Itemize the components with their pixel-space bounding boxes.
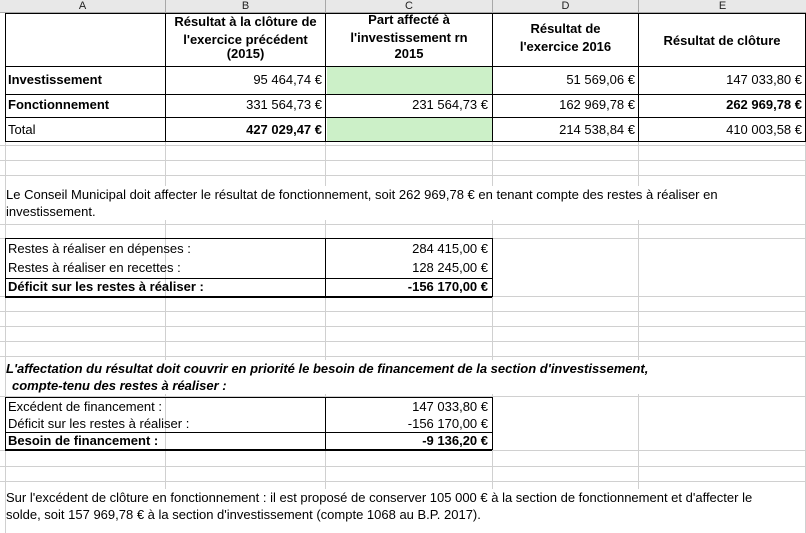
header-line: Résultat à la clôture de <box>174 14 317 29</box>
text-line: Sur l'excédent de clôture en fonctionnement : il est proposé de conserver 105 000 € à la section de fonctionnement et d'affecter le <box>6 490 753 505</box>
grid-line <box>0 326 806 327</box>
text-line: investissement. <box>6 204 96 219</box>
cell-value[interactable]: 162 969,78 € <box>559 97 635 112</box>
table-border <box>5 296 492 298</box>
table-border <box>5 66 806 67</box>
restes-value[interactable]: -156 170,00 € <box>407 279 488 294</box>
grid-line <box>0 160 806 161</box>
financement-value[interactable]: 147 033,80 € <box>412 399 488 414</box>
cell-value[interactable]: 147 033,80 € <box>726 72 802 87</box>
grid-line <box>0 356 806 357</box>
header-line: l'exercice précédent <box>183 32 308 47</box>
cell-value[interactable]: 214 538,84 € <box>559 122 635 137</box>
highlight-cell <box>327 66 492 94</box>
highlight-cell <box>327 118 492 141</box>
text-line: solde, soit 157 969,78 € à la section d'investissement (compte 1068 au B.P. 2017). <box>6 507 481 522</box>
cell-value[interactable]: 95 464,74 € <box>253 72 322 87</box>
header-line: Part affecté à <box>368 13 450 27</box>
text-line: compte-tenu des restes à réaliser : <box>12 378 227 393</box>
paragraph-proposal-note <box>6 489 796 533</box>
row-label-fonctionnement[interactable]: Fonctionnement <box>8 97 110 112</box>
cell-value[interactable]: 231 564,73 € <box>412 97 488 112</box>
header-line: l'exercice 2016 <box>519 39 612 54</box>
table-border <box>5 13 6 142</box>
financement-label[interactable]: Excédent de financement : <box>8 399 162 414</box>
table-border <box>5 117 806 118</box>
header-line: Résultat de <box>530 21 601 36</box>
table-border <box>492 238 493 297</box>
table-border <box>5 141 806 142</box>
restes-value[interactable]: 128 245,00 € <box>412 260 488 275</box>
header-line: (2015) <box>226 46 265 61</box>
text-line: L'affectation du résultat doit couvrir en priorité le besoin de financement de la section d'investissement, <box>6 361 649 376</box>
table-border <box>5 94 806 95</box>
financement-label[interactable]: Déficit sur les restes à réaliser : <box>8 416 190 431</box>
cell-value[interactable]: 262 969,78 € <box>726 97 802 112</box>
paragraph-priority-note <box>6 360 796 394</box>
column-header-d[interactable]: D <box>493 0 639 13</box>
header-line: l'investissement rn <box>350 30 468 45</box>
grid-line <box>0 481 806 482</box>
column-header-e[interactable]: E <box>639 0 806 13</box>
cell-value[interactable]: 51 569,06 € <box>566 72 635 87</box>
row-label-total[interactable]: Total <box>8 122 36 137</box>
text-line: Le Conseil Municipal doit affecter le résultat de fonctionnement, soit 262 969,78 € en tenant compte des restes à réaliser en <box>6 187 718 202</box>
table-border <box>5 449 492 451</box>
restes-label[interactable]: Déficit sur les restes à réaliser : <box>8 279 204 294</box>
column-header-c[interactable]: C <box>326 0 493 13</box>
column-header-b[interactable]: B <box>166 0 326 13</box>
grid-line <box>0 311 806 312</box>
cell-value[interactable]: 427 029,47 € <box>246 122 322 137</box>
grid-line <box>0 145 806 146</box>
grid-line <box>0 224 806 225</box>
table-border <box>5 397 6 450</box>
header-year-result[interactable] <box>493 20 638 60</box>
table-border <box>5 238 6 297</box>
paragraph-affectation-note <box>6 186 796 220</box>
header-closing-result[interactable]: Résultat de clôture <box>663 33 781 48</box>
cell-value[interactable]: 410 003,58 € <box>726 122 802 137</box>
financement-value[interactable]: -156 170,00 € <box>407 416 488 431</box>
restes-value[interactable]: 284 415,00 € <box>412 241 488 256</box>
cell-value[interactable]: 331 564,73 € <box>246 97 322 112</box>
financement-value[interactable]: -9 136,20 € <box>422 433 488 448</box>
table-border <box>492 397 493 450</box>
header-previous-result[interactable] <box>166 13 325 65</box>
column-header-a[interactable]: A <box>0 0 166 13</box>
grid-line <box>0 466 806 467</box>
grid-line <box>0 341 806 342</box>
row-label-investissement[interactable]: Investissement <box>8 72 102 87</box>
table-border <box>5 397 492 398</box>
restes-label[interactable]: Restes à réaliser en dépenses : <box>8 241 191 256</box>
header-allocated-share[interactable] <box>326 13 492 65</box>
grid-line <box>0 175 806 176</box>
table-border <box>5 238 492 239</box>
header-line: 2015 <box>394 46 424 61</box>
restes-label[interactable]: Restes à réaliser en recettes : <box>8 260 181 275</box>
financement-label[interactable]: Besoin de financement : <box>8 433 159 448</box>
